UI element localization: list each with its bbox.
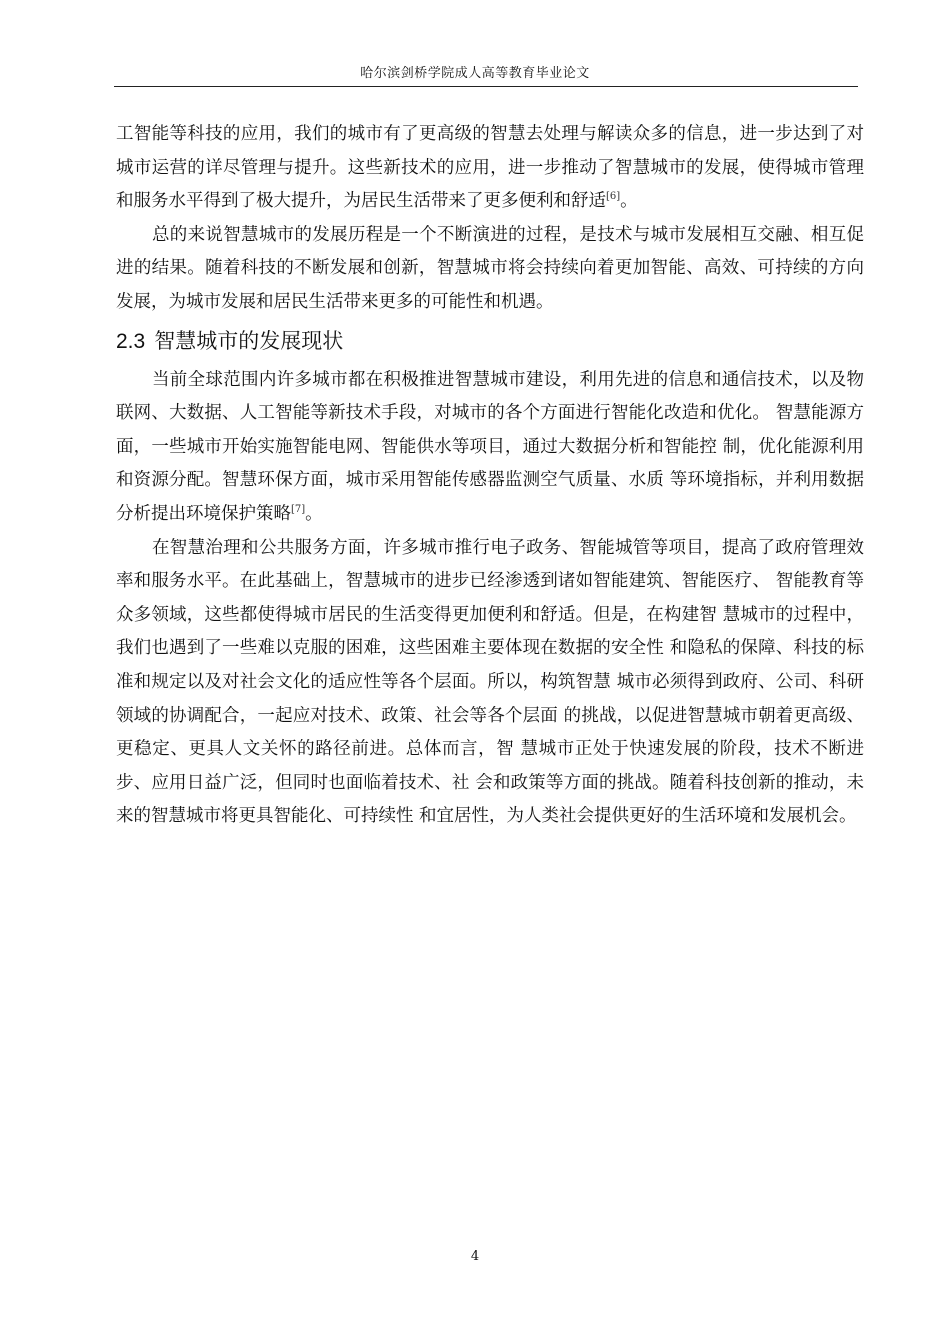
- page-number: 4: [470, 1249, 480, 1264]
- section-number: 2.3: [116, 329, 146, 353]
- paragraph-end-punct: 。: [620, 191, 638, 212]
- citation-7[interactable]: [7]: [291, 504, 306, 516]
- page-header: 哈尔滨剑桥学院成人高等教育毕业论文: [360, 66, 590, 81]
- document-body: [116, 118, 864, 834]
- paragraph-current-status: [116, 364, 864, 532]
- section-heading: [116, 322, 864, 360]
- paragraph-continued: [116, 118, 864, 219]
- paragraph-summary: 总的来说智慧城市的发展历程是一个不断演进的过程，是技术与城市发展相互交融、相互促进的结果。随着科技的不断发展和创新，智慧城市将会持续向着更加智能、高效、可持续的方向发展，为城市发展和居民生活带来更多的可能性和机遇。: [116, 224, 864, 312]
- header-divider: [114, 86, 858, 87]
- paragraph-end-punct: 。: [305, 503, 323, 524]
- citation-6[interactable]: [6]: [606, 191, 621, 203]
- paragraph-text: 当前全球范围内许多城市都在积极推进智慧城市建设，利用先进的信息和通信技术，以及物联网、大数据、人工智能等新技术手段，对城市的各个方面进行智能化改造和优化。 智慧能源方面，一些城市开始实施智能电网、智能供水等项目，通过大数据分析和智能控 制，优化能源利用和资源分配。智慧环保方面，城市采用智能传感器监测空气质量、水质 等环境指标，并利用数据分析提出环境保护策略: [116, 369, 864, 524]
- paragraph-governance: 在智慧治理和公共服务方面，许多城市推行电子政务、智能城管等项目，提高了政府管理效率和服务水平。在此基础上，智慧城市的进步已经渗透到诸如智能建筑、智能医疗、 智能教育等众多领域，这些都使得城市居民的生活变得更加便利和舒适。但是，在构建智 慧城市的过程中，我们也遇到了一些难以克服的困难，这些困难主要体现在数据的安全性 和隐私的保障、科技的标准和规定以及对社会文化的适应性等各个层面。所以，构筑智慧 城市必须得到政府、公司、科研领域的协调配合，一起应对技术、政策、社会等各个层面 的挑战，以促进智慧城市朝着更高级、更稳定、更具人文关怀的路径前进。总体而言，智 慧城市正处于快速发展的阶段，技术不断进步、应用日益广泛，但同时也面临着技术、社 会和政策等方面的挑战。随着科技创新的推动，未来的智慧城市将更具智能化、可持续性 和宜居性，为人类社会提供更好的生活环境和发展机会。: [116, 537, 864, 827]
- section-title: 智慧城市的发展现状: [154, 328, 344, 353]
- paragraph-text: 工智能等科技的应用，我们的城市有了更高级的智慧去处理与解读众多的信息，进一步达到了对城市运营的详尽管理与提升。这些新技术的应用，进一步推动了智慧城市的发展，使得城市管理和服务水平得到了极大提升，为居民生活带来了更多便利和舒适: [116, 124, 864, 212]
